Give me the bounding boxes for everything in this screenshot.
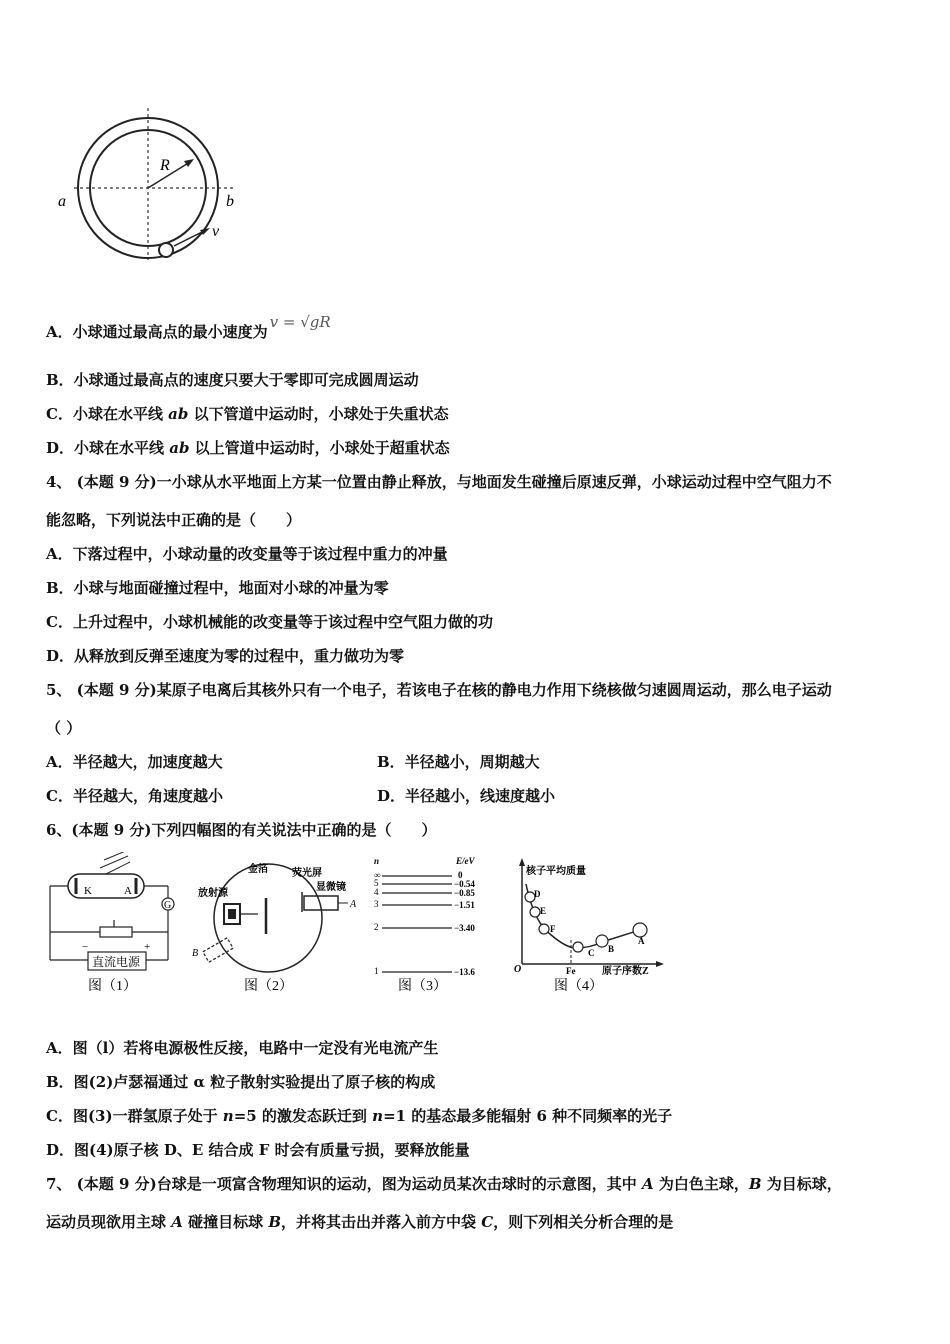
fig3-level-3 xyxy=(374,899,475,910)
fig2-label-b: B xyxy=(192,948,199,959)
fig2-label-gold: 金箔 xyxy=(248,864,268,875)
fig4-point-e xyxy=(530,907,540,917)
fig1-plus: + xyxy=(144,941,151,953)
fig4-origin: O xyxy=(514,964,522,975)
q5-stem-line2: （ ） xyxy=(46,719,82,737)
fig2-label-screen: 荧光屏 xyxy=(292,868,322,879)
q3-option-c: C．小球在水平线 ab 以下管道中运动时，小球处于失重状态 xyxy=(46,405,449,423)
svg-text:0: 0 xyxy=(458,870,463,880)
fig2-label-a: A xyxy=(350,899,357,910)
q3-option-a: A．小球通过最高点的最小速度为v = √gR xyxy=(46,313,331,341)
fig4-point-b xyxy=(596,935,608,947)
svg-text:−13.6: −13.6 xyxy=(454,967,475,977)
svg-text:−1.51: −1.51 xyxy=(454,900,475,910)
q4-option-c: C．上升过程中，小球机械能的改变量等于该过程中空气阻力做的功 xyxy=(46,613,493,631)
q4-stem-line2: 能忽略，下列说法中正确的是（ ） xyxy=(46,511,302,529)
fig4-point-c xyxy=(573,942,583,952)
label-R: R xyxy=(160,157,170,174)
q4-option-d: D．从释放到反弹至速度为零的过程中，重力做功为零 xyxy=(46,647,405,665)
label-a: a xyxy=(58,193,66,210)
fig4-fe: Fe xyxy=(566,966,576,976)
q5-option-a: A．半径越大，加速度越大 xyxy=(46,753,223,771)
label-b: b xyxy=(226,193,234,210)
svg-text:E: E xyxy=(540,906,547,916)
svg-text:4: 4 xyxy=(374,887,379,897)
fig2-label-source: 放射源 xyxy=(198,888,228,899)
q5-option-d: D．半径越小，线速度越小 xyxy=(377,787,556,805)
fig3-level-2 xyxy=(374,922,475,933)
svg-text:−3.40: −3.40 xyxy=(454,923,475,933)
fig3-label-n: n xyxy=(374,856,380,866)
fig4-caption: 图（4） xyxy=(554,979,603,994)
q6-option-b: B．图(2)卢瑟福通过 α 粒子散射实验提出了原子核的构成 xyxy=(46,1073,436,1091)
fig3-level-inf xyxy=(374,870,463,880)
q7-stem-line1: 7、 (本题 9 分)台球是一项富含物理知识的运动，图为运动员某次击球时的示意图，其中 A 为白色主球，B 为目标球， xyxy=(46,1175,842,1193)
fig3-caption: 图（3） xyxy=(398,979,447,994)
q3-option-d: D．小球在水平线 ab 以上管道中运动时，小球处于超重状态 xyxy=(46,439,450,457)
fig4-ylabel: 核子平均质量 xyxy=(526,866,586,877)
fig1-label-k: K xyxy=(84,885,92,897)
fig3-level-4 xyxy=(374,887,475,898)
q6-stem: 6、(本题 9 分)下列四幅图的有关说法中正确的是（ ） xyxy=(46,821,437,839)
circular-tube-figure xyxy=(54,104,254,264)
fig1-label-a: A xyxy=(124,885,132,897)
q3-option-b: B．小球通过最高点的速度只要大于零即可完成圆周运动 xyxy=(46,371,419,389)
svg-text:D: D xyxy=(534,889,541,899)
q6-option-d: D．图(4)原子核 D、E 结合成 F 时会有质量亏损，要释放能量 xyxy=(46,1141,470,1159)
svg-text:5: 5 xyxy=(374,878,379,888)
q4-option-a: A．下落过程中，小球动量的改变量等于该过程中重力的冲量 xyxy=(46,545,448,563)
svg-text:B: B xyxy=(608,944,615,954)
fig3-label-e: E/eV xyxy=(456,856,475,866)
label-v: v xyxy=(212,223,220,240)
figure-3-energy-levels xyxy=(366,852,496,1002)
svg-text:3: 3 xyxy=(374,899,379,909)
figure-2-alpha-scattering xyxy=(186,852,362,1002)
fig1-caption: 图（1） xyxy=(88,979,137,994)
svg-text:2: 2 xyxy=(374,922,379,932)
fig1-power-label: 直流电源 xyxy=(92,955,141,969)
formula-v-sqrt-gR: v = √gR xyxy=(269,313,331,331)
svg-text:∞: ∞ xyxy=(374,870,381,880)
svg-text:1: 1 xyxy=(374,966,379,976)
svg-text:A: A xyxy=(638,936,645,946)
fig1-minus: − xyxy=(82,941,89,953)
q4-option-b: B．小球与地面碰撞过程中，地面对小球的冲量为零 xyxy=(46,579,389,597)
q5-option-c: C．半径越大，角速度越小 xyxy=(46,787,223,805)
fig2-label-microscope: 显微镜 xyxy=(316,882,346,893)
fig4-xlabel: 原子序数Z xyxy=(602,966,649,977)
figure-1-photoelectric-circuit xyxy=(44,852,184,1002)
fig4-point-f xyxy=(539,924,549,934)
svg-text:−0.85: −0.85 xyxy=(454,888,475,898)
svg-text:−0.54: −0.54 xyxy=(454,879,475,889)
q7-stem-line2: 运动员现欲用主球 A 碰撞目标球 B，并将其击出并落入前方中袋 C，则下列相关分析合理的是 xyxy=(46,1213,674,1231)
fig4-point-a xyxy=(633,923,647,937)
fig1-label-g: G xyxy=(164,900,172,911)
figure-4-nucleon-mass-curve xyxy=(510,852,670,1002)
q5-stem-line1: 5、 (本题 9 分)某原子电离后其核外只有一个电子，若该电子在核的静电力作用下绕核做匀速圆周运动，那么电子运动 xyxy=(46,681,832,699)
q6-option-c: C．图(3)一群氢原子处于 n=5 的激发态跃迁到 n=1 的基态最多能辐射 6 种不同频率的光子 xyxy=(46,1107,673,1125)
q6-option-a: A．图（l）若将电源极性反接，电路中一定没有光电流产生 xyxy=(46,1039,439,1057)
q5-option-b: B．半径越小，周期越大 xyxy=(377,753,540,771)
svg-text:F: F xyxy=(550,924,556,934)
svg-text:C: C xyxy=(588,948,595,958)
fig2-caption: 图（2） xyxy=(244,979,293,994)
q4-stem-line1: 4、 (本题 9 分)一小球从水平地面上方某一位置由静止释放，与地面发生碰撞后原速反弹，小球运动过程中空气阻力不 xyxy=(46,473,832,491)
fig3-level-1 xyxy=(374,966,475,977)
